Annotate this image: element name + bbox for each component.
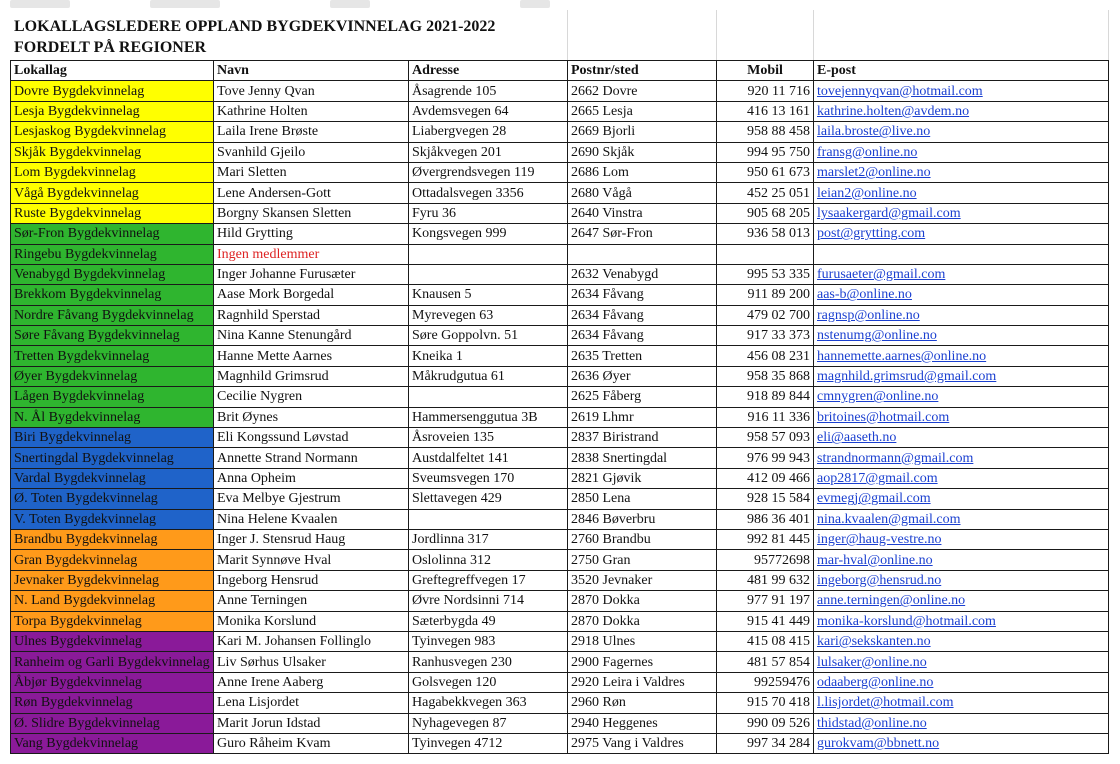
cell-adresse: Fyru 36: [409, 203, 568, 223]
cell-mobil: 995 53 335: [717, 264, 814, 284]
cell-lokallag: Vang Bygdekvinnelag: [11, 733, 214, 753]
cell-postnr-sted: 3520 Jevnaker: [568, 570, 717, 590]
cell-mobil: 481 99 632: [717, 570, 814, 590]
cell-postnr-sted: 2975 Vang i Valdres: [568, 733, 717, 753]
cell-mobil: 905 68 205: [717, 203, 814, 223]
email-link[interactable]: kathrine.holten@avdem.no: [814, 101, 1109, 121]
email-link: [814, 244, 1109, 264]
email-link[interactable]: gurokvam@bbnett.no: [814, 733, 1109, 753]
table-row: [11, 285, 1109, 305]
email-link[interactable]: hannemette.aarnes@online.no: [814, 346, 1109, 366]
cell-postnr-sted: 2850 Lena: [568, 489, 717, 509]
cell-navn: Monika Korslund: [214, 611, 409, 631]
cell-adresse: Liabergvegen 28: [409, 122, 568, 142]
table-row: [11, 366, 1109, 386]
cell-postnr-sted: 2619 Lhmr: [568, 407, 717, 427]
cell-lokallag: Venabygd Bygdekvinnelag: [11, 264, 214, 284]
cell-postnr-sted: 2632 Venabygd: [568, 264, 717, 284]
cell-navn: Eli Kongssund Løvstad: [214, 428, 409, 448]
cell-lokallag: Ranheim og Garli Bygdekvinnelag: [11, 652, 214, 672]
cell-navn: Ingen medlemmer: [214, 244, 409, 264]
cell-lokallag: Biri Bygdekvinnelag: [11, 428, 214, 448]
table-row: [11, 224, 1109, 244]
cell-adresse: [409, 264, 568, 284]
cell-postnr-sted: 2625 Fåberg: [568, 387, 717, 407]
table-row: [11, 611, 1109, 631]
cell-adresse: [409, 387, 568, 407]
cell-navn: Annette Strand Normann: [214, 448, 409, 468]
cell-mobil: 415 08 415: [717, 631, 814, 651]
cell-lokallag: Brekkom Bygdekvinnelag: [11, 285, 214, 305]
col-header-navn: Navn: [214, 61, 409, 81]
table-row: [11, 733, 1109, 753]
cell-lokallag: Skjåk Bygdekvinnelag: [11, 142, 214, 162]
cell-adresse: Kongsvegen 999: [409, 224, 568, 244]
cell-lokallag: Vardal Bygdekvinnelag: [11, 468, 214, 488]
cell-postnr-sted: 2750 Gran: [568, 550, 717, 570]
cell-navn: Inger J. Stensrud Haug: [214, 529, 409, 549]
cell-navn: Anne Terningen: [214, 591, 409, 611]
cell-lokallag: Tretten Bygdekvinnelag: [11, 346, 214, 366]
table-row: [11, 631, 1109, 651]
email-link[interactable]: furusaeter@gmail.com: [814, 264, 1109, 284]
cell-navn: Anne Irene Aaberg: [214, 672, 409, 692]
table-row: [11, 142, 1109, 162]
cell-navn: Ingeborg Hensrud: [214, 570, 409, 590]
table-row: [11, 713, 1109, 733]
cell-navn: Kari M. Johansen Follinglo: [214, 631, 409, 651]
cell-postnr-sted: 2640 Vinstra: [568, 203, 717, 223]
grid-line: [1108, 10, 1109, 60]
col-header-epost: E-post: [814, 61, 1109, 81]
email-link[interactable]: post@grytting.com: [814, 224, 1109, 244]
table-row: [11, 407, 1109, 427]
cell-navn: Lene Andersen-Gott: [214, 183, 409, 203]
cell-adresse: Golsvegen 120: [409, 672, 568, 692]
cell-postnr-sted: 2837 Biristrand: [568, 428, 717, 448]
cell-postnr-sted: 2662 Dovre: [568, 81, 717, 101]
cell-mobil: 915 41 449: [717, 611, 814, 631]
cell-navn: Inger Johanne Furusæter: [214, 264, 409, 284]
table-row: [11, 468, 1109, 488]
cell-navn: Lena Lisjordet: [214, 693, 409, 713]
cell-adresse: Tyinvegen 983: [409, 631, 568, 651]
cell-postnr-sted: 2690 Skjåk: [568, 142, 717, 162]
table-row: [11, 101, 1109, 121]
cell-navn: Liv Sørhus Ulsaker: [214, 652, 409, 672]
header-row: [11, 61, 1109, 81]
cell-mobil: 958 57 093: [717, 428, 814, 448]
contacts-table: [10, 60, 1109, 754]
table-row: [11, 81, 1109, 101]
cell-mobil: 986 36 401: [717, 509, 814, 529]
cell-lokallag: Torpa Bygdekvinnelag: [11, 611, 214, 631]
cell-navn: Brit Øynes: [214, 407, 409, 427]
cell-lokallag: Jevnaker Bygdekvinnelag: [11, 570, 214, 590]
cell-navn: Nina Kanne Stenungård: [214, 326, 409, 346]
email-link[interactable]: nina.kvaalen@gmail.com: [814, 509, 1109, 529]
cell-adresse: Myrevegen 63: [409, 305, 568, 325]
cell-lokallag: Gran Bygdekvinnelag: [11, 550, 214, 570]
cell-postnr-sted: 2900 Fagernes: [568, 652, 717, 672]
table-row: [11, 489, 1109, 509]
cell-mobil: 920 11 716: [717, 81, 814, 101]
table-row: [11, 672, 1109, 692]
cell-lokallag: Ringebu Bygdekvinnelag: [11, 244, 214, 264]
table-row: [11, 203, 1109, 223]
table-row: [11, 264, 1109, 284]
cell-postnr-sted: 2647 Sør-Fron: [568, 224, 717, 244]
email-link[interactable]: aop2817@gmail.com: [814, 468, 1109, 488]
cell-lokallag: Lågen Bygdekvinnelag: [11, 387, 214, 407]
cell-adresse: Hammersenggutua 3B: [409, 407, 568, 427]
email-link[interactable]: l.lisjordet@hotmail.com: [814, 693, 1109, 713]
cell-mobil: 994 95 750: [717, 142, 814, 162]
cell-lokallag: Lesja Bygdekvinnelag: [11, 101, 214, 121]
cell-lokallag: Røn Bygdekvinnelag: [11, 693, 214, 713]
cell-mobil: 976 99 943: [717, 448, 814, 468]
cell-adresse: [409, 244, 568, 264]
cell-mobil: 977 91 197: [717, 591, 814, 611]
cell-navn: Borgny Skansen Sletten: [214, 203, 409, 223]
cell-lokallag: Dovre Bygdekvinnelag: [11, 81, 214, 101]
cell-adresse: Sæterbygda 49: [409, 611, 568, 631]
email-link[interactable]: kari@sekskanten.no: [814, 631, 1109, 651]
cell-postnr-sted: 2870 Dokka: [568, 611, 717, 631]
cell-lokallag: Lesjaskog Bygdekvinnelag: [11, 122, 214, 142]
cell-navn: Kathrine Holten: [214, 101, 409, 121]
cell-postnr-sted: 2635 Tretten: [568, 346, 717, 366]
cell-postnr-sted: 2636 Øyer: [568, 366, 717, 386]
cell-mobil: 412 09 466: [717, 468, 814, 488]
cell-adresse: Austdalfeltet 141: [409, 448, 568, 468]
email-link[interactable]: leian2@online.no: [814, 183, 1109, 203]
cell-mobil: 481 57 854: [717, 652, 814, 672]
cell-postnr-sted: 2686 Lom: [568, 162, 717, 182]
email-link[interactable]: magnhild.grimsrud@gmail.com: [814, 366, 1109, 386]
cell-lokallag: Øyer Bygdekvinnelag: [11, 366, 214, 386]
cell-adresse: Kneika 1: [409, 346, 568, 366]
cell-mobil: 950 61 673: [717, 162, 814, 182]
cell-adresse: Knausen 5: [409, 285, 568, 305]
grid-line: [567, 10, 568, 60]
cell-navn: Hanne Mette Aarnes: [214, 346, 409, 366]
email-link[interactable]: monika-korslund@hotmail.com: [814, 611, 1109, 631]
cell-mobil: 997 34 284: [717, 733, 814, 753]
cell-navn: Mari Sletten: [214, 162, 409, 182]
email-link[interactable]: mar-hval@online.no: [814, 550, 1109, 570]
col-header-mobil: Mobil: [717, 61, 814, 81]
cell-navn: Guro Råheim Kvam: [214, 733, 409, 753]
email-link[interactable]: evmegj@gmail.com: [814, 489, 1109, 509]
cell-postnr-sted: 2920 Leira i Valdres: [568, 672, 717, 692]
cell-adresse: Hagabekkvegen 363: [409, 693, 568, 713]
cell-mobil: 928 15 584: [717, 489, 814, 509]
top-edge-artifact: [0, 0, 1120, 12]
cell-adresse: Øvergrendsvegen 119: [409, 162, 568, 182]
table-row: [11, 652, 1109, 672]
cell-lokallag: Åbjør Bygdekvinnelag: [11, 672, 214, 692]
cell-adresse: Måkrudgutua 61: [409, 366, 568, 386]
table-row: [11, 326, 1109, 346]
email-link[interactable]: lysaakergard@gmail.com: [814, 203, 1109, 223]
email-link[interactable]: fransg@online.no: [814, 142, 1109, 162]
email-link[interactable]: marslet2@online.no: [814, 162, 1109, 182]
table-row: [11, 448, 1109, 468]
email-link[interactable]: odaaberg@online.no: [814, 672, 1109, 692]
cell-lokallag: N. Ål Bygdekvinnelag: [11, 407, 214, 427]
cell-mobil: 958 88 458: [717, 122, 814, 142]
cell-postnr-sted: 2680 Vågå: [568, 183, 717, 203]
cell-lokallag: Brandbu Bygdekvinnelag: [11, 529, 214, 549]
grid-line: [813, 10, 814, 60]
email-link[interactable]: cmnygren@online.no: [814, 387, 1109, 407]
table-row: [11, 122, 1109, 142]
cell-mobil: 416 13 161: [717, 101, 814, 121]
cell-postnr-sted: 2634 Fåvang: [568, 326, 717, 346]
cell-navn: Marit Jorun Idstad: [214, 713, 409, 733]
cell-lokallag: Ø. Toten Bygdekvinnelag: [11, 489, 214, 509]
cell-mobil: 916 11 336: [717, 407, 814, 427]
cell-lokallag: Snertingdal Bygdekvinnelag: [11, 448, 214, 468]
cell-postnr-sted: 2634 Fåvang: [568, 285, 717, 305]
cell-adresse: Nyhagevegen 87: [409, 713, 568, 733]
cell-mobil: 958 35 868: [717, 366, 814, 386]
email-link[interactable]: eli@aaseth.no: [814, 428, 1109, 448]
cell-adresse: Ottadalsvegen 3356: [409, 183, 568, 203]
cell-lokallag: Vågå Bygdekvinnelag: [11, 183, 214, 203]
cell-postnr-sted: 2838 Snertingdal: [568, 448, 717, 468]
table-row: [11, 509, 1109, 529]
cell-postnr-sted: 2870 Dokka: [568, 591, 717, 611]
cell-postnr-sted: 2918 Ulnes: [568, 631, 717, 651]
cell-lokallag: Nordre Fåvang Bygdekvinnelag: [11, 305, 214, 325]
table-row: [11, 305, 1109, 325]
cell-navn: Eva Melbye Gjestrum: [214, 489, 409, 509]
cell-adresse: Slettavegen 429: [409, 489, 568, 509]
table-row: [11, 387, 1109, 407]
cell-adresse: Ranhusvegen 230: [409, 652, 568, 672]
email-link[interactable]: ragnsp@online.no: [814, 305, 1109, 325]
cell-mobil: 452 25 051: [717, 183, 814, 203]
cell-mobil: 990 09 526: [717, 713, 814, 733]
cell-lokallag: Lom Bygdekvinnelag: [11, 162, 214, 182]
document-subtitle: FORDELT PÅ REGIONER: [14, 39, 207, 56]
cell-adresse: Greftegreffvegen 17: [409, 570, 568, 590]
email-link[interactable]: thidstad@online.no: [814, 713, 1109, 733]
cell-lokallag: Søre Fåvang Bygdekvinnelag: [11, 326, 214, 346]
cell-mobil: 936 58 013: [717, 224, 814, 244]
table-row: [11, 529, 1109, 549]
cell-lokallag: Ruste Bygdekvinnelag: [11, 203, 214, 223]
cell-mobil: 479 02 700: [717, 305, 814, 325]
cell-lokallag: Ø. Slidre Bygdekvinnelag: [11, 713, 214, 733]
cell-postnr-sted: 2669 Bjorli: [568, 122, 717, 142]
cell-mobil: 917 33 373: [717, 326, 814, 346]
col-header-adresse: Adresse: [409, 61, 568, 81]
cell-postnr-sted: 2846 Bøverbru: [568, 509, 717, 529]
cell-navn: Magnhild Grimsrud: [214, 366, 409, 386]
cell-navn: Laila Irene Brøste: [214, 122, 409, 142]
email-link[interactable]: aas-b@online.no: [814, 285, 1109, 305]
cell-navn: Aase Mork Borgedal: [214, 285, 409, 305]
email-link[interactable]: inger@haug-vestre.no: [814, 529, 1109, 549]
email-link[interactable]: lulsaker@online.no: [814, 652, 1109, 672]
cell-adresse: [409, 509, 568, 529]
table-row: [11, 346, 1109, 366]
email-link[interactable]: laila.broste@live.no: [814, 122, 1109, 142]
table-row: [11, 428, 1109, 448]
cell-navn: Cecilie Nygren: [214, 387, 409, 407]
cell-adresse: Avdemsvegen 64: [409, 101, 568, 121]
grid-line: [716, 10, 717, 60]
cell-navn: Hild Grytting: [214, 224, 409, 244]
cell-mobil: 99259476: [717, 672, 814, 692]
cell-mobil: [717, 244, 814, 264]
email-link[interactable]: anne.terningen@online.no: [814, 591, 1109, 611]
table-row: [11, 244, 1109, 264]
table-row: [11, 591, 1109, 611]
cell-adresse: Tyinvegen 4712: [409, 733, 568, 753]
cell-adresse: Jordlinna 317: [409, 529, 568, 549]
email-link[interactable]: britoines@hotmail.com: [814, 407, 1109, 427]
cell-navn: Ragnhild Sperstad: [214, 305, 409, 325]
cell-mobil: 911 89 200: [717, 285, 814, 305]
cell-navn: Tove Jenny Qvan: [214, 81, 409, 101]
table-row: [11, 550, 1109, 570]
table-row: [11, 183, 1109, 203]
cell-postnr-sted: [568, 244, 717, 264]
cell-postnr-sted: 2940 Heggenes: [568, 713, 717, 733]
cell-postnr-sted: 2665 Lesja: [568, 101, 717, 121]
cell-lokallag: N. Land Bygdekvinnelag: [11, 591, 214, 611]
email-link[interactable]: tovejennyqvan@hotmail.com: [814, 81, 1109, 101]
email-link[interactable]: strandnormann@gmail.com: [814, 448, 1109, 468]
table-row: [11, 570, 1109, 590]
cell-mobil: 456 08 231: [717, 346, 814, 366]
cell-postnr-sted: 2960 Røn: [568, 693, 717, 713]
cell-postnr-sted: 2821 Gjøvik: [568, 468, 717, 488]
cell-adresse: Øvre Nordsinni 714: [409, 591, 568, 611]
cell-adresse: Åsagrende 105: [409, 81, 568, 101]
col-header-lokallag: Lokallag: [11, 61, 214, 81]
cell-postnr-sted: 2634 Fåvang: [568, 305, 717, 325]
email-link[interactable]: ingeborg@hensrud.no: [814, 570, 1109, 590]
cell-adresse: Søre Goppolvn. 51: [409, 326, 568, 346]
cell-lokallag: V. Toten Bygdekvinnelag: [11, 509, 214, 529]
cell-postnr-sted: 2760 Brandbu: [568, 529, 717, 549]
email-link[interactable]: nstenumg@online.no: [814, 326, 1109, 346]
col-header-postnr: Postnr/sted: [568, 61, 717, 81]
document-title: LOKALLAGSLEDERE OPPLAND BYGDEKVINNELAG 2021-2022: [14, 18, 496, 35]
cell-navn: Marit Synnøve Hval: [214, 550, 409, 570]
cell-adresse: Oslolinna 312: [409, 550, 568, 570]
cell-navn: Nina Helene Kvaalen: [214, 509, 409, 529]
table-row: [11, 162, 1109, 182]
cell-mobil: 915 70 418: [717, 693, 814, 713]
table-row: [11, 693, 1109, 713]
cell-mobil: 95772698: [717, 550, 814, 570]
cell-lokallag: Sør-Fron Bygdekvinnelag: [11, 224, 214, 244]
cell-adresse: Åsroveien 135: [409, 428, 568, 448]
cell-lokallag: Ulnes Bygdekvinnelag: [11, 631, 214, 651]
cell-navn: Svanhild Gjeilo: [214, 142, 409, 162]
cell-adresse: Sveumsvegen 170: [409, 468, 568, 488]
cell-mobil: 992 81 445: [717, 529, 814, 549]
cell-mobil: 918 89 844: [717, 387, 814, 407]
cell-adresse: Skjåkvegen 201: [409, 142, 568, 162]
cell-navn: Anna Opheim: [214, 468, 409, 488]
